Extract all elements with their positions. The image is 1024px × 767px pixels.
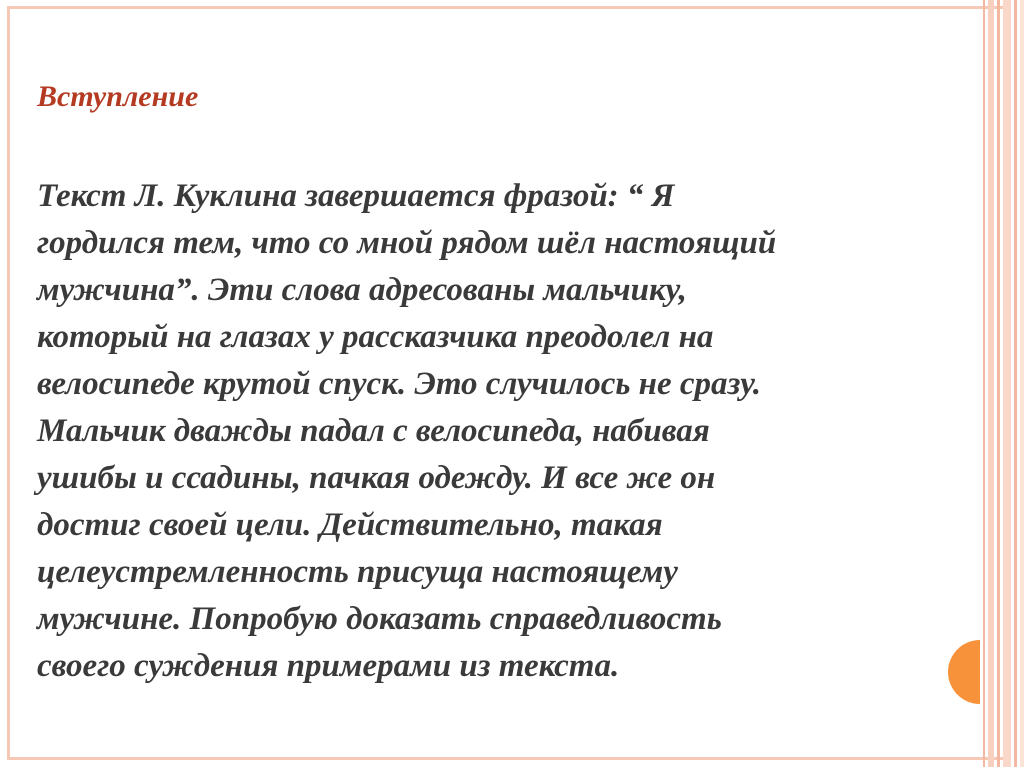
slide-title: Вступление <box>37 80 199 113</box>
text-line: мужчине. Попробую доказать справедливость <box>37 601 722 637</box>
stripe <box>1020 0 1024 767</box>
text-line: целеустремленность присуща настоящему <box>37 554 678 590</box>
stripe <box>1003 0 1011 767</box>
slide-body-text <box>37 173 937 690</box>
stripe <box>988 0 994 767</box>
text-line: ушибы и ссадины, пачкая одежду. И все же он <box>37 460 716 496</box>
stripe <box>997 0 1000 767</box>
text-line: своего суждения примерами из текста. <box>37 648 620 684</box>
text-line: который на глазах у рассказчика преодолел на <box>37 319 714 355</box>
text-line: велосипеде крутой спуск. Это случилось не сразу. <box>37 366 762 402</box>
decorative-stripes <box>980 0 1024 767</box>
text-line: мужчина”. Эти слова адресованы мальчику, <box>37 272 687 308</box>
stripe <box>983 0 985 767</box>
text-line: Мальчик дважды падал с велосипеда, набивая <box>37 413 710 449</box>
text-line: гордился тем, что со мной рядом шёл настоящий <box>37 225 777 261</box>
stripe <box>1014 0 1017 767</box>
text-line: достиг своей цели. Действительно, такая <box>37 507 663 543</box>
text-line: Текст Л. Куклина завершается фразой: “ Я <box>37 178 675 214</box>
